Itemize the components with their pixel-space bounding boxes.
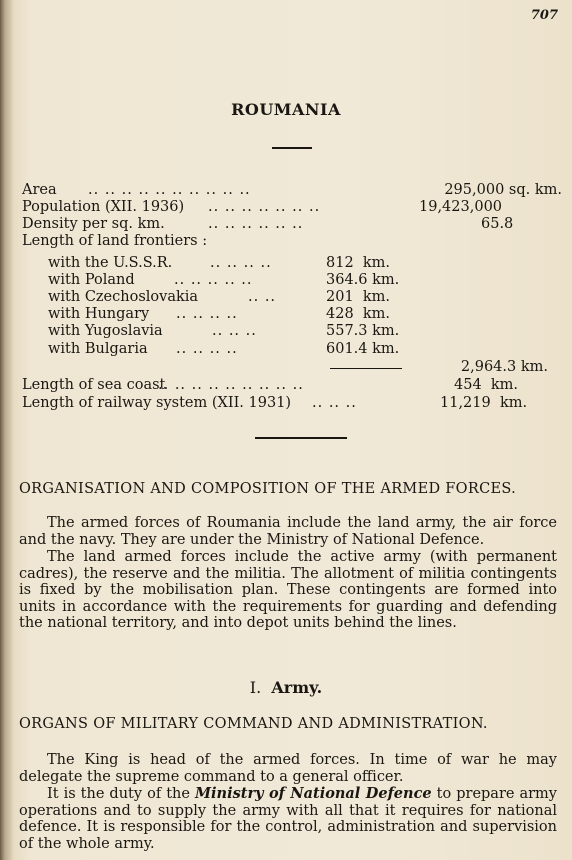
stat-label: Population (XII. 1936) xyxy=(22,199,185,215)
frontier-label: with Poland xyxy=(48,272,135,288)
frontier-leader: .. .. .. .. xyxy=(176,306,238,322)
section-heading-organisation: ORGANISATION AND COMPOSITION OF THE ARMED FORCES. xyxy=(19,481,516,497)
frontier-leader: .. .. .. .. xyxy=(210,255,272,271)
frontier-value: 812 km. xyxy=(326,255,391,271)
stat-value: 65.8 xyxy=(481,216,514,232)
page-title: ROUMANIA xyxy=(231,100,341,119)
emphasis-text: Ministry of National Defence xyxy=(194,785,432,802)
stat-label: Area xyxy=(22,182,57,198)
stat-value: 2,964.3 km. xyxy=(460,359,548,375)
frontier-value: 201 km. xyxy=(326,289,391,305)
paragraph-text: The King is head of the armed forces. In time of war he may delegate the supreme command to a general officer. xyxy=(19,752,557,785)
stat-value: 11,219 km. xyxy=(440,395,528,411)
stat-leader: .. .. .. .. .. .. xyxy=(208,216,304,232)
stat-leader: .. .. .. .. .. .. .. .. .. .. xyxy=(88,182,251,198)
stat-label: Density per sq. km. xyxy=(22,216,165,232)
paragraph xyxy=(19,752,557,785)
paragraph-text: The land armed forces include the active army (with permanent cadres), the reserve and the militia. The allotment of militia contingents is fixed by the mobilisation plan. These contingents are formed into units in accordance with the requirements for guarding and defending the national territory, and into depot units behind the lines. xyxy=(19,549,557,631)
army-heading-number: I. xyxy=(249,678,262,697)
frontier-label: with Yugoslavia xyxy=(48,323,163,339)
stat-value: 454 km. xyxy=(454,377,519,393)
stat-label: Length of railway system (XII. 1931) xyxy=(22,395,292,411)
paragraph-text: to prepare army operations and to supply the army with all that it requires for national defence. It is responsible for the control, administration and supervision of the whole army. xyxy=(19,786,558,852)
army-heading-label: Army. xyxy=(271,678,323,697)
frontier-value: 601.4 km. xyxy=(326,341,400,357)
paragraph-text: The armed forces of Roumania include the land army, the air force and the navy. They are under the Ministry of National Defence. xyxy=(19,515,557,548)
frontier-label: with Bulgaria xyxy=(48,341,148,357)
army-heading xyxy=(0,678,572,697)
paragraph xyxy=(19,515,557,548)
frontier-label: with Hungary xyxy=(48,306,150,322)
stat-leader: .. .. .. .. .. .. .. xyxy=(208,199,321,215)
subtotal-rule xyxy=(330,368,402,369)
stat-label: Length of sea coast xyxy=(22,377,166,393)
title-rule xyxy=(272,147,312,149)
frontier-value: 428 km. xyxy=(326,306,391,322)
stat-value: 19,423,000 xyxy=(419,199,503,215)
stat-value: 295,000 sq. km. xyxy=(444,182,562,198)
stat-leader: .. .. .. .. .. .. .. .. .. xyxy=(158,377,304,393)
paragraph xyxy=(19,549,557,632)
frontier-label: with the U.S.S.R. xyxy=(48,255,173,271)
frontier-leader: .. .. .. xyxy=(212,323,257,339)
paragraph xyxy=(19,786,557,852)
paragraph-text: It is the duty of the xyxy=(47,786,195,802)
frontier-label: with Czechoslovakia xyxy=(48,289,199,305)
frontier-leader: .. .. .. .. xyxy=(176,341,238,357)
stat-label: Length of land frontiers : xyxy=(22,233,208,249)
page-number: 707 xyxy=(530,8,558,23)
frontier-value: 364.6 km. xyxy=(326,272,400,288)
stat-leader: .. .. .. xyxy=(312,395,357,411)
frontier-leader: .. .. .. .. .. xyxy=(174,272,253,288)
section-rule xyxy=(255,437,347,439)
section-heading-command: ORGANS OF MILITARY COMMAND AND ADMINISTRATION. xyxy=(19,716,488,732)
frontier-value: 557.3 km. xyxy=(326,323,400,339)
frontier-leader: .. .. xyxy=(248,289,277,305)
